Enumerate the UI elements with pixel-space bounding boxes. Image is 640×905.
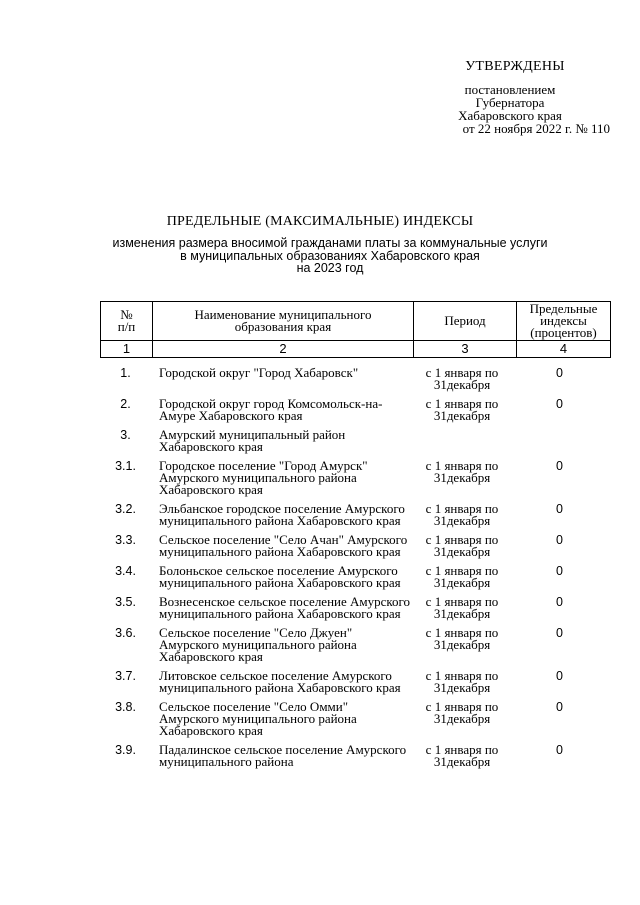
indices-table-header <box>100 301 611 358</box>
municipality-name: Сельское поселение "Село Омми" Амурского муниципального района Хабаровского края <box>159 699 357 738</box>
period-start: с 1 января по <box>425 458 499 473</box>
header-name-line1: Наименование муниципального <box>194 307 372 322</box>
period <box>411 694 513 737</box>
approval-line-3: Хабаровского края <box>458 108 562 123</box>
column-number-3: 3 <box>414 341 517 358</box>
row-number: 3.2. <box>115 502 136 516</box>
index-value: 0 <box>556 564 563 578</box>
period-end: 31декабря <box>433 408 491 423</box>
period <box>411 737 513 768</box>
header-index-line2: индексы <box>540 313 587 328</box>
period-end: 31декабря <box>433 711 491 726</box>
index-value: 0 <box>556 700 563 714</box>
table-row <box>100 360 608 391</box>
period <box>411 453 513 496</box>
index-value: 0 <box>556 626 563 640</box>
row-number: 3.6. <box>115 626 136 640</box>
municipality-name: Амурский муниципальный район Хабаровского края <box>159 427 346 454</box>
period-start: с 1 января по <box>425 625 499 640</box>
table-row <box>100 589 608 620</box>
row-number: 3.1. <box>115 459 136 473</box>
period-end: 31декабря <box>433 544 491 559</box>
row-number: 3.8. <box>115 700 136 714</box>
municipality-name: Сельское поселение "Село Джуен" Амурского муниципального района Хабаровского края <box>159 625 357 664</box>
column-number-4: 4 <box>517 341 611 358</box>
row-number: 3.9. <box>115 743 136 757</box>
period <box>411 496 513 527</box>
municipality-name: Городской округ город Комсомольск-на-Амуре Хабаровского края <box>159 396 383 423</box>
period-start: с 1 января по <box>425 532 499 547</box>
municipality-name: Городское поселение "Город Амурск" Амурского муниципального района Хабаровского края <box>159 458 368 497</box>
period-end: 31декабря <box>433 606 491 621</box>
header-index-line1: Предельные <box>529 301 598 316</box>
index-value: 0 <box>556 743 563 757</box>
index-value: 0 <box>556 366 563 380</box>
header-num-line2: п/п <box>117 319 136 334</box>
table-row <box>100 558 608 589</box>
period-end: 31декабря <box>433 513 491 528</box>
period-start: с 1 января по <box>425 699 499 714</box>
index-value: 0 <box>556 502 563 516</box>
row-number: 3.7. <box>115 669 136 683</box>
period <box>411 589 513 620</box>
index-value <box>513 422 606 453</box>
municipality-name: Сельское поселение "Село Ачан" Амурского муниципального района Хабаровского края <box>159 532 408 559</box>
period <box>411 558 513 589</box>
row-number: 3.3. <box>115 533 136 547</box>
header-row <box>101 302 611 341</box>
title-sub-1: изменения размера вносимой гражданами платы за коммунальные услуги <box>112 236 548 250</box>
period <box>411 391 513 422</box>
municipality-name: Эльбанское городское поселение Амурского муниципального района Хабаровского края <box>159 501 405 528</box>
municipality-name: Городской округ "Город Хабаровск" <box>159 365 359 380</box>
column-number-row <box>101 341 611 358</box>
table-row <box>100 527 608 558</box>
table-row <box>100 453 608 496</box>
table-row <box>100 663 608 694</box>
header-period: Период <box>414 302 517 341</box>
column-number-2: 2 <box>153 341 414 358</box>
index-value: 0 <box>556 669 563 683</box>
period-start: с 1 января по <box>425 501 499 516</box>
period-end: 31декабря <box>433 754 491 769</box>
municipality-name: Вознесенское сельское поселение Амурского муниципального района Хабаровского края <box>159 594 411 621</box>
period-end: 31декабря <box>433 470 491 485</box>
table-row <box>100 694 608 737</box>
row-number: 2. <box>120 397 131 411</box>
period-start: с 1 января по <box>425 563 499 578</box>
index-value: 0 <box>556 397 563 411</box>
municipality-name: Литовское сельское поселение Амурского муниципального района Хабаровского края <box>159 668 401 695</box>
approval-block <box>390 60 610 135</box>
table-row <box>100 737 608 768</box>
approval-line-4: от 22 ноября 2022 г. № 110 <box>462 121 610 136</box>
row-number: 3.5. <box>115 595 136 609</box>
row-number: 1. <box>120 366 131 380</box>
period <box>411 527 513 558</box>
period-end: 31декабря <box>433 637 491 652</box>
period <box>411 360 513 391</box>
header-name-line2: образования края <box>234 319 332 334</box>
row-number: 3.4. <box>115 564 136 578</box>
municipality-name: Падалинское сельское поселение Амурского муниципального района <box>159 742 407 769</box>
index-value: 0 <box>556 533 563 547</box>
approval-line-2: Губернатора <box>475 95 545 110</box>
period <box>411 620 513 663</box>
table-row <box>100 496 608 527</box>
index-value: 0 <box>556 459 563 473</box>
period-start: с 1 января по <box>425 742 499 757</box>
header-num <box>101 302 153 341</box>
period-start: с 1 января по <box>425 594 499 609</box>
index-value: 0 <box>556 595 563 609</box>
approval-heading: УТВЕРЖДЕНЫ <box>465 59 565 74</box>
municipality-name: Болоньское сельское поселение Амурского муниципального района Хабаровского края <box>159 563 401 590</box>
table-row <box>100 391 608 422</box>
column-number-1: 1 <box>101 341 153 358</box>
period-end: 31декабря <box>433 575 491 590</box>
table-row <box>100 620 608 663</box>
approval-line-1: постановлением <box>464 82 556 97</box>
header-index-line3: (процентов) <box>530 325 597 340</box>
period-start: с 1 января по <box>425 365 499 380</box>
period-end: 31декабря <box>433 680 491 695</box>
header-num-line1: № <box>120 307 133 322</box>
period-start: с 1 января по <box>425 668 499 683</box>
title-main: ПРЕДЕЛЬНЫЕ (МАКСИМАЛЬНЫЕ) ИНДЕКСЫ <box>166 214 474 229</box>
title-sub-2: в муниципальных образованиях Хабаровского края <box>180 248 480 263</box>
header-index <box>517 302 611 341</box>
table-row <box>100 422 608 453</box>
title-sub-3: на 2023 год <box>296 261 364 275</box>
period <box>411 422 513 453</box>
header-name <box>153 302 414 341</box>
period <box>411 663 513 694</box>
row-number: 3. <box>120 428 131 442</box>
table-body <box>100 360 608 768</box>
document-title <box>0 214 640 275</box>
period-start: с 1 января по <box>425 396 499 411</box>
period-end: 31декабря <box>433 377 491 392</box>
